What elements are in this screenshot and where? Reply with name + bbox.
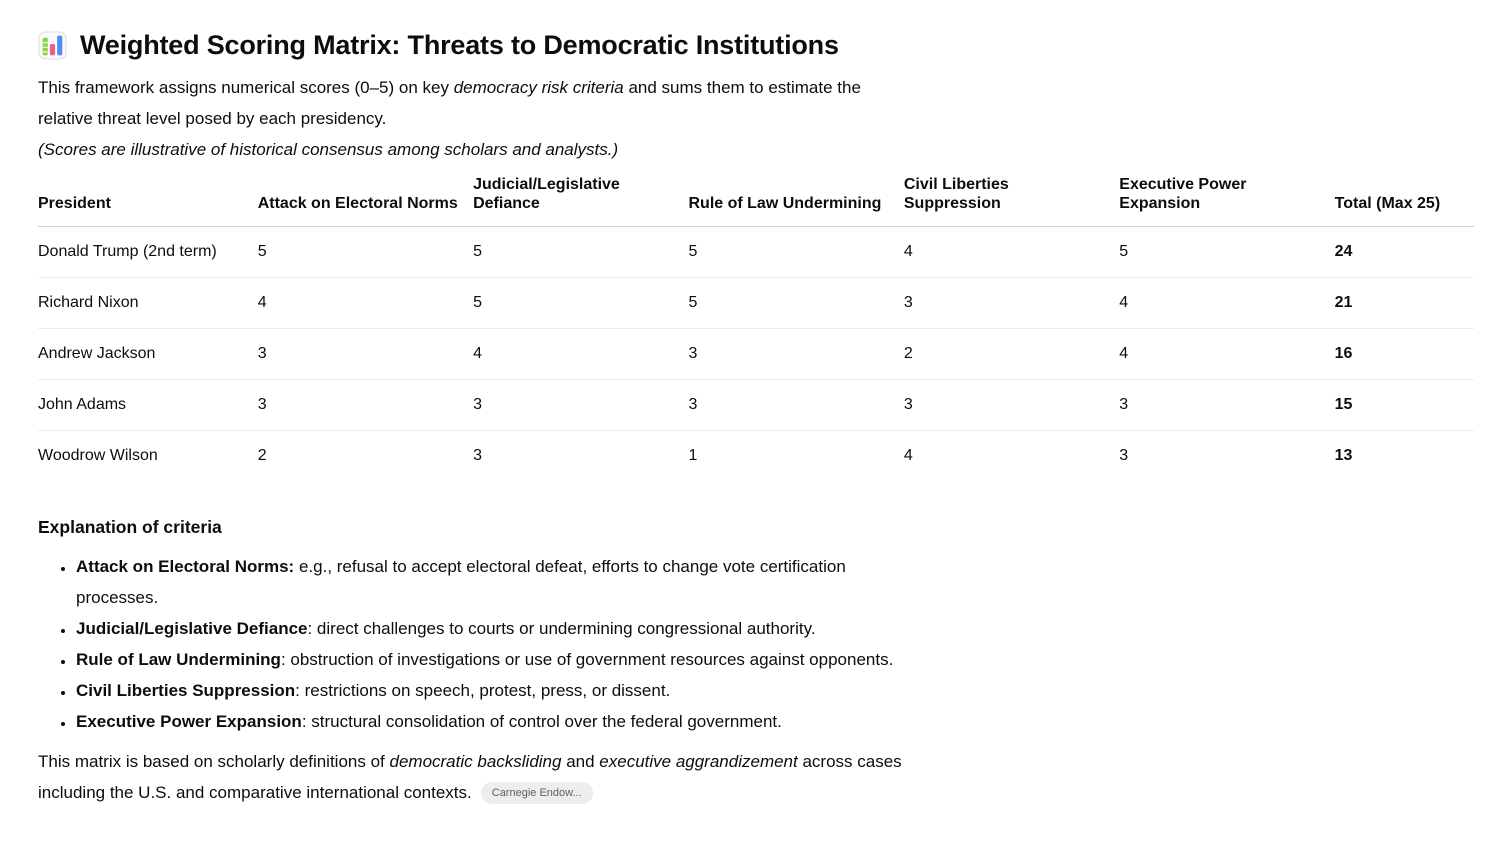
criterion-definition: : restrictions on speech, protest, press, or dissent. [295, 681, 671, 700]
column-header-executive-power: Executive Power Expansion [1119, 175, 1334, 227]
citation-chip[interactable]: Carnegie Endow... [481, 782, 593, 804]
bar-chart-emoji-icon [38, 31, 67, 60]
criterion-definition: : obstruction of investigations or use of government resources against opponents. [280, 650, 894, 669]
table-header-row [38, 175, 1474, 227]
scoring-matrix-table [38, 175, 1474, 481]
scores-note-text: (Scores are illustrative of historical consensus among scholars and analysts.) [38, 140, 619, 159]
intro-paragraph [38, 72, 906, 134]
intro-text-pre: This framework assigns numerical scores (0–5) on key [38, 78, 454, 97]
closing-text-post: across cases including the U.S. and comparative international contexts. [38, 752, 902, 802]
president-cell: Andrew Jackson [38, 329, 258, 380]
score-cell: 3 [688, 329, 903, 380]
score-cell: 4 [903, 447, 913, 464]
total-cell: 15 [1335, 380, 1474, 431]
criterion-definition: : direct challenges to courts or undermining congressional authority. [307, 619, 816, 638]
score-cell: 3 [258, 329, 473, 380]
criterion-definition: : structural consolidation of control over the federal government. [301, 712, 782, 731]
intro-text-italic: democracy risk criteria [453, 78, 624, 97]
criterion-term: Rule of Law Undermining [76, 650, 281, 669]
score-cell: 5 [473, 227, 688, 278]
criterion-definition: e.g., refusal to accept electoral defeat, efforts to change vote certification processes. [76, 557, 846, 607]
score-cell: 5 [688, 227, 903, 278]
closing-text-italic-2: executive aggrandizement [599, 752, 798, 771]
criterion-term: Civil Liberties Suppression [76, 681, 296, 700]
closing-text-italic-1: democratic backsliding [389, 752, 562, 771]
explanation-heading: Explanation of criteria [38, 517, 222, 537]
column-header-electoral-norms: Attack on Electoral Norms [258, 175, 473, 227]
total-cell: 21 [1335, 278, 1474, 329]
table-row [38, 227, 1474, 278]
score-cell: 4 [1119, 329, 1334, 380]
page-title-text: Weighted Scoring Matrix: Threats to Democratic Institutions [80, 30, 839, 60]
list-item [75, 706, 906, 737]
score-cell: 2 [257, 447, 267, 464]
closing-text-pre: This matrix is based on scholarly definitions of [38, 752, 390, 771]
closing-text-mid: and [561, 752, 600, 771]
criterion-term: Judicial/Legislative Defiance [76, 619, 308, 638]
column-header-judicial-defiance: Judicial/Legislative Defiance [473, 175, 688, 227]
column-header-civil-liberties: Civil Liberties Suppression [904, 175, 1119, 227]
total-cell: 16 [1335, 329, 1474, 380]
score-cell: 5 [258, 227, 473, 278]
score-cell: 3 [473, 380, 688, 431]
column-header-total: Total (Max 25) [1335, 175, 1474, 227]
table-row [38, 380, 1474, 431]
total-cell: 13 [1334, 447, 1353, 464]
president-cell: Woodrow Wilson [38, 447, 158, 464]
list-item [75, 551, 906, 613]
score-cell: 5 [473, 278, 688, 329]
criteria-list [38, 551, 906, 737]
score-cell: 3 [1119, 447, 1129, 464]
scores-note [38, 134, 906, 165]
score-cell: 4 [258, 278, 473, 329]
table-row [38, 278, 1474, 329]
total-cell: 24 [1335, 227, 1474, 278]
score-cell: 3 [1119, 380, 1334, 431]
table-row [38, 431, 1474, 482]
page-title [38, 28, 1474, 62]
column-header-rule-of-law: Rule of Law Undermining [688, 175, 903, 227]
score-cell: 3 [904, 278, 1119, 329]
closing-paragraph [38, 746, 906, 808]
score-cell: 1 [688, 447, 698, 464]
criterion-term: Attack on Electoral Norms: [76, 557, 295, 576]
table-row [38, 329, 1474, 380]
list-item [75, 644, 906, 675]
score-cell: 3 [688, 380, 903, 431]
list-item [75, 675, 906, 706]
president-cell: Donald Trump (2nd term) [38, 227, 258, 278]
president-cell: Richard Nixon [38, 278, 258, 329]
score-cell: 2 [904, 329, 1119, 380]
score-cell: 3 [473, 447, 482, 464]
president-cell: John Adams [38, 380, 258, 431]
score-cell: 5 [1119, 227, 1334, 278]
intro-text-post: and sums them to estimate the relative threat level posed by each presidency. [38, 78, 861, 128]
score-cell: 4 [473, 329, 688, 380]
score-cell: 4 [1119, 278, 1334, 329]
criterion-term: Executive Power Expansion [76, 712, 302, 731]
score-cell: 3 [258, 380, 473, 431]
score-cell: 5 [688, 278, 903, 329]
column-header-president: President [38, 175, 258, 227]
list-item [75, 613, 906, 644]
score-cell: 4 [904, 227, 1119, 278]
score-cell: 3 [904, 380, 1119, 431]
